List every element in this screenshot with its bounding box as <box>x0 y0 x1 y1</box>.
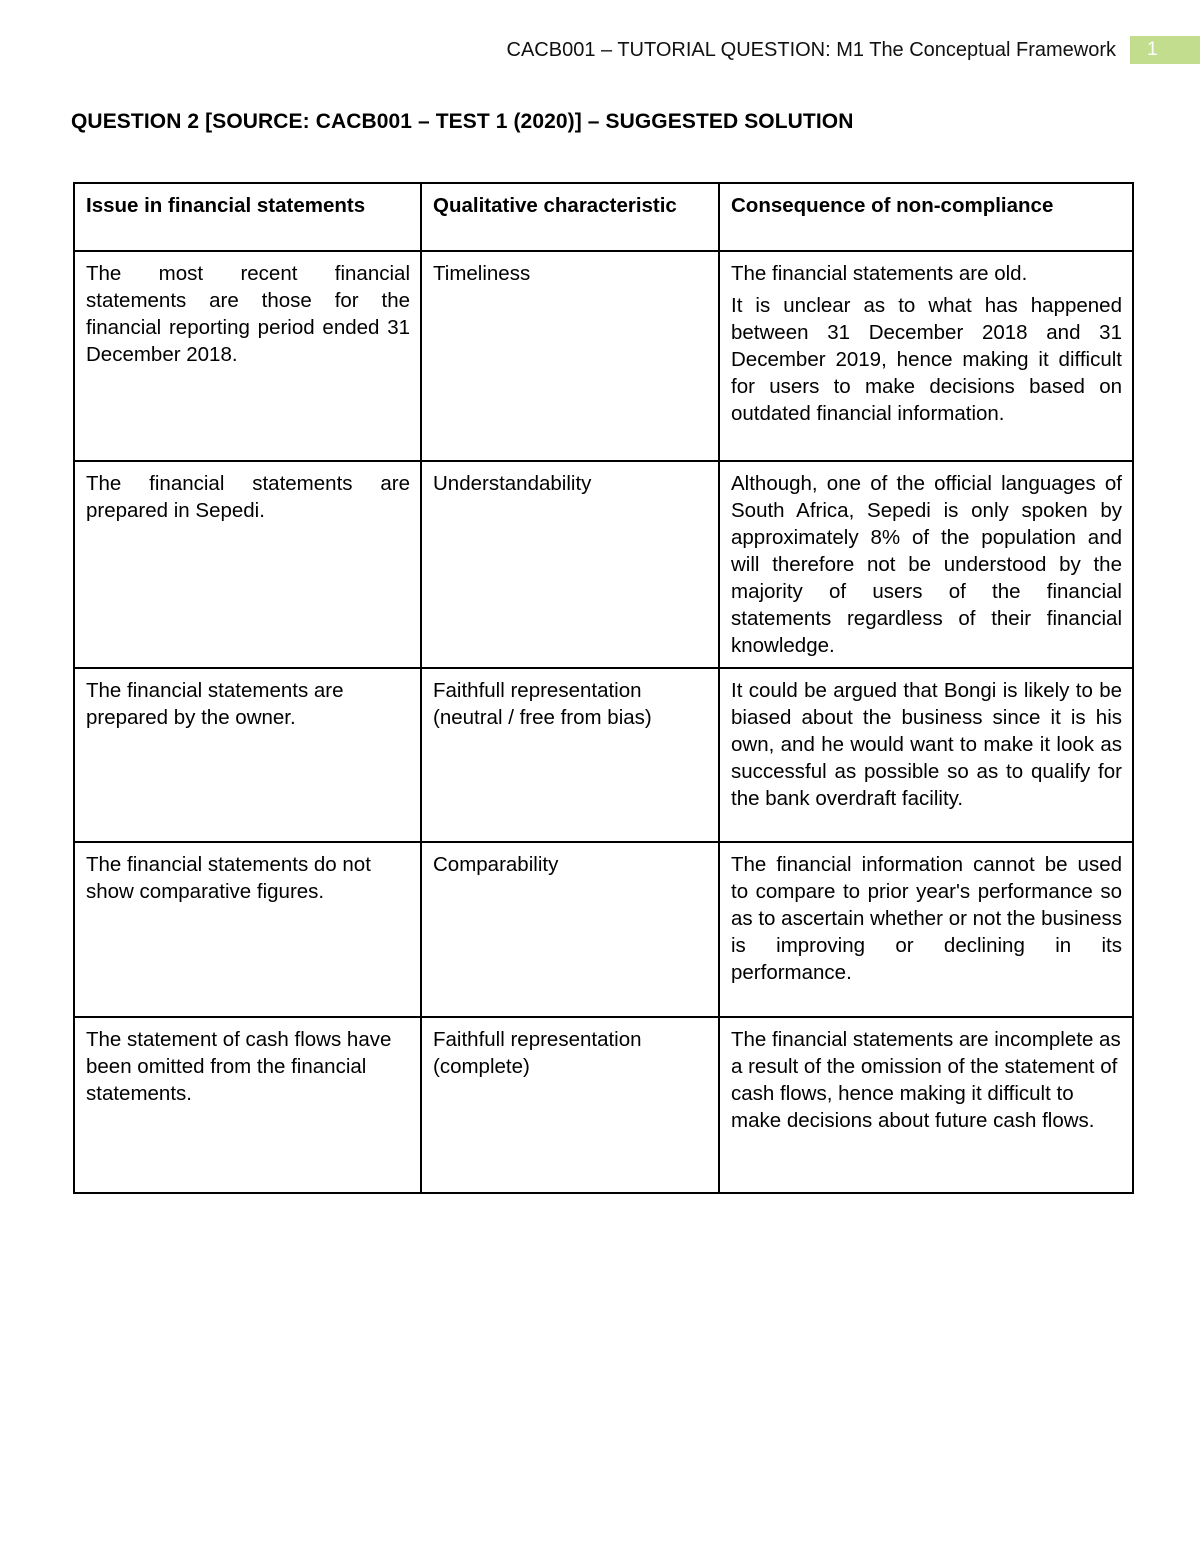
issue-cell: The financial statements are prepared in Sepedi. <box>74 461 421 668</box>
characteristic-cell: Comparability <box>421 842 719 1017</box>
table-row <box>74 1017 1133 1193</box>
page-number-badge: 1 <box>1130 36 1200 64</box>
consequence-text: Although, one of the official languages of South Africa, Sepedi is only spoken by approximately 8% of the population and will therefore not be understood by the majority of users of the financial statements regardless of their financial knowledge. <box>731 472 1122 657</box>
characteristic-cell: Faithfull representation (neutral / free from bias) <box>421 668 719 842</box>
issue-cell: The financial statements are prepared by the owner. <box>74 668 421 842</box>
consequence-cell <box>719 668 1133 842</box>
consequence-text: The financial statements are incomplete as a result of the omission of the statement of cash flows, hence making it difficult to make decisions about future cash flows. <box>731 1028 1121 1132</box>
consequence-cell <box>719 842 1133 1017</box>
table-row <box>74 251 1133 461</box>
column-header-consequence: Consequence of non-compliance <box>719 183 1133 251</box>
consequence-text: The financial information cannot be used to compare to prior year's performance so as to ascertain whether or not the business is improving or declining in its performance. <box>731 853 1122 984</box>
column-header-characteristic: Qualitative characteristic <box>421 183 719 251</box>
consequence-text: It is unclear as to what has happened between 31 December 2018 and 31 December 2019, hence making it difficult for users to make decisions based on outdated financial information. <box>731 294 1122 425</box>
solution-table <box>73 182 1134 1194</box>
characteristic-cell: Timeliness <box>421 251 719 461</box>
consequence-cell <box>719 1017 1133 1193</box>
consequence-cell <box>719 461 1133 668</box>
issue-cell: The statement of cash flows have been omitted from the financial statements. <box>74 1017 421 1193</box>
characteristic-cell: Understandability <box>421 461 719 668</box>
table-row <box>74 842 1133 1017</box>
consequence-text: The financial statements are old. <box>731 262 1028 285</box>
consequence-cell <box>719 251 1133 461</box>
table-row <box>74 668 1133 842</box>
characteristic-cell: Faithfull representation (complete) <box>421 1017 719 1193</box>
issue-cell: The financial statements do not show comparative figures. <box>74 842 421 1017</box>
issue-cell: The most recent financial statements are those for the financial reporting period ended 31 December 2018. <box>74 251 421 461</box>
consequence-text: It could be argued that Bongi is likely to be biased about the business since it is his own, and he would want to make it look as successful as possible so as to qualify for the bank overdraft facility. <box>731 679 1122 810</box>
column-header-issue: Issue in financial statements <box>74 183 421 251</box>
page-header <box>507 36 1200 64</box>
question-title: QUESTION 2 [SOURCE: CACB001 – TEST 1 (2020)] – SUGGESTED SOLUTION <box>71 110 854 133</box>
table-row <box>74 461 1133 668</box>
header-text: CACB001 – TUTORIAL QUESTION: M1 The Conceptual Framework <box>506 38 1116 61</box>
table-header-row <box>74 183 1133 251</box>
